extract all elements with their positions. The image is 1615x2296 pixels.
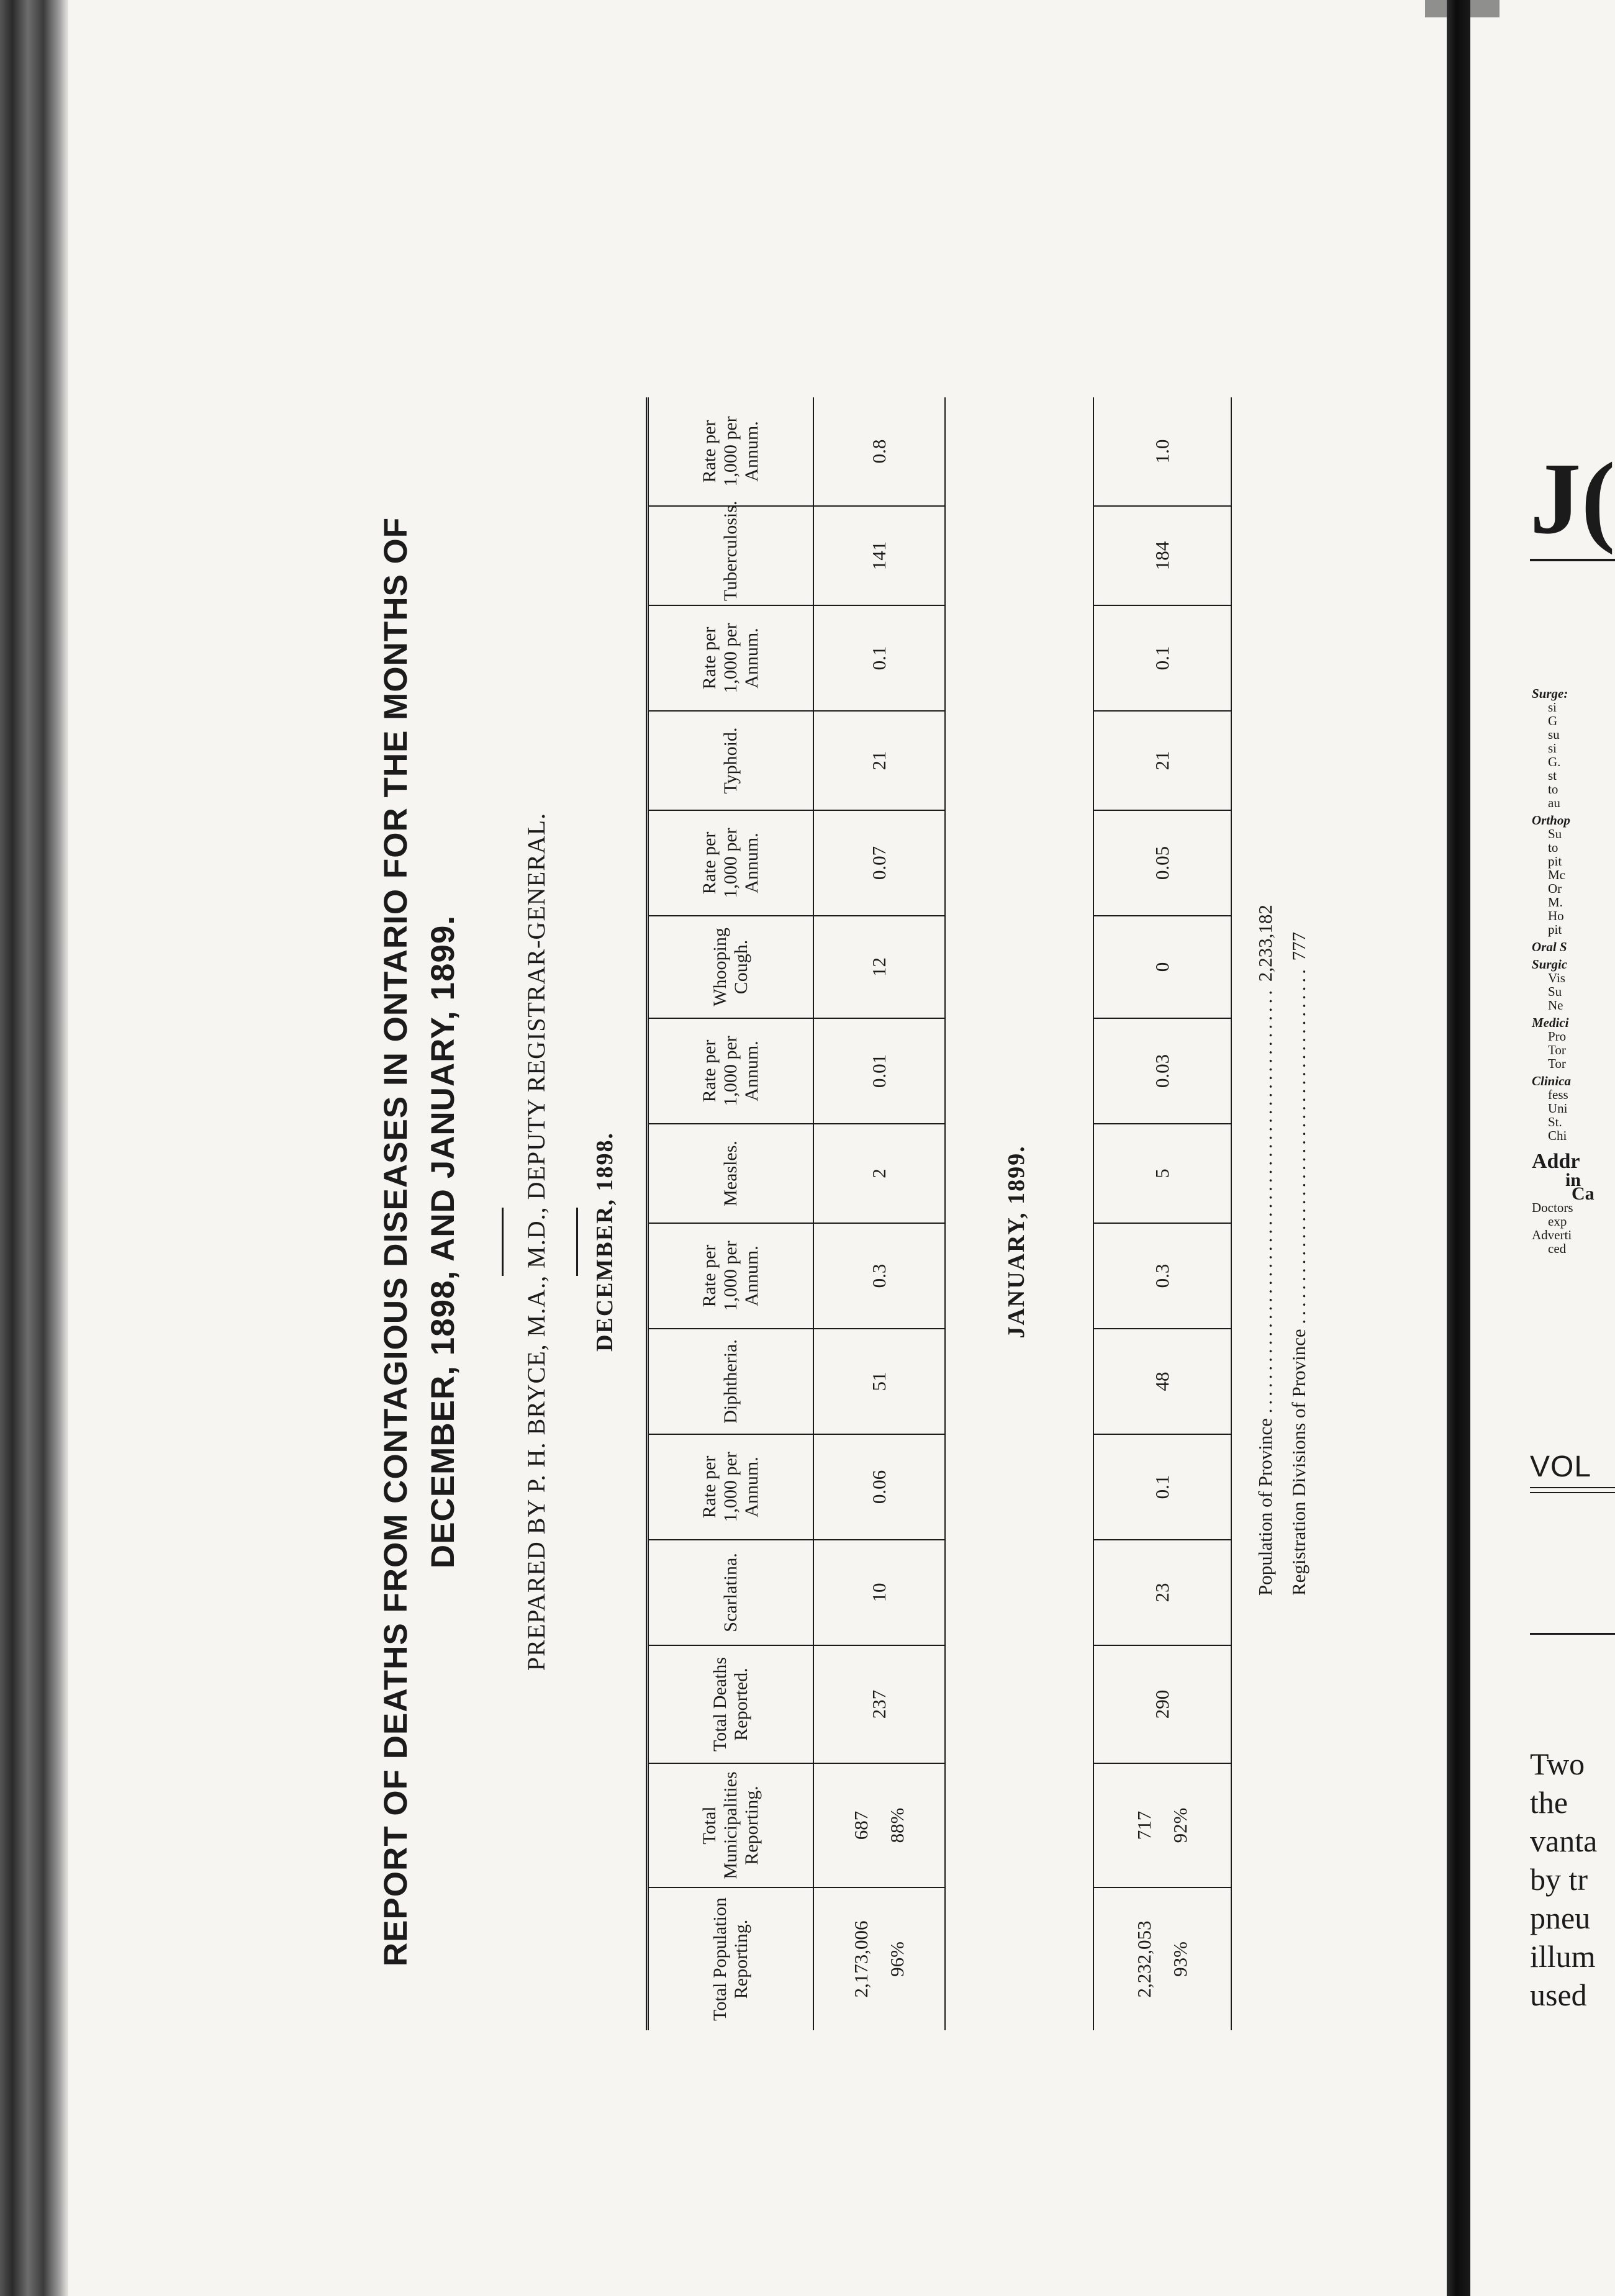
contents-line: M. [1548,895,1563,910]
deaths-cell: 290 [1093,1645,1231,1763]
contents-line: ced [1548,1241,1567,1256]
prepared-by: PREPARED BY P. H. BRYCE, M.A., M.D., DEPUTY REGISTRAR-GENERAL. [522,812,550,1671]
title-divider [502,1208,504,1276]
measles-cell: 5 [1093,1124,1231,1223]
column-header: Total Population Reporting. [648,1887,814,2030]
scarlatina-cell: 23 [1093,1540,1231,1645]
contents-line: Chi [1548,1128,1567,1143]
contents-line: st [1548,768,1557,783]
contents-line: Adverti [1532,1227,1572,1242]
tuberculosis-cell: 141 [813,506,945,605]
contents-line: Tor [1548,1042,1566,1057]
deaths-cell: 237 [813,1645,945,1763]
municipalities-cell: 687 88% [813,1763,945,1887]
contents-line: to [1548,840,1558,855]
contents-line: Pro [1548,1029,1567,1044]
masthead-rule [1530,559,1615,561]
column-header: Measles. [648,1124,814,1223]
journal-title-fragment: J( [1530,441,1615,555]
column-header: Total Municipalities Reporting. [648,1763,814,1887]
measles-rate-cell: 0.03 [1093,1018,1231,1124]
table-row [813,397,945,2030]
contents-line: G [1548,713,1558,728]
tuberculosis-rate-cell: 1.0 [1151,439,1173,464]
population-of-province: Population of Province .................................................. 2,233,182 [1254,905,1276,1596]
volume-rule [1530,1487,1615,1493]
contents-line: Vis [1548,970,1565,985]
body-line: pneu [1530,1901,1591,1935]
column-header: Diphtheria. [648,1329,814,1434]
contents-fragment [1532,683,1615,1255]
diphtheria-cell: 51 [813,1329,945,1434]
contents-line: si [1548,741,1557,756]
column-header: Total Deaths Reported. [648,1645,814,1763]
contents-line: exp [1548,1214,1567,1229]
contents-line: pit [1548,922,1562,937]
diphtheria-rate-cell: 0.3 [813,1223,945,1329]
column-header: Rate per 1,000 per Annum. [648,397,814,506]
facing-page [1470,0,1615,2296]
december-heading: DECEMBER, 1898. [592,1131,618,1352]
scarlatina-cell: 10 [813,1540,945,1645]
body-line: illum [1530,1939,1596,1974]
column-header: Typhoid. [648,711,814,810]
contents-line: au [1548,795,1560,810]
january-table [1093,397,1232,2030]
contents-line: to [1548,782,1558,797]
contents-line: Su [1548,826,1562,841]
column-header: Whooping Cough. [648,916,814,1018]
scarlatina-rate-cell: 0.06 [813,1434,945,1540]
column-header: Tuberculosis. [648,506,814,605]
typhoid-cell: 21 [1093,711,1231,810]
municipalities-cell: 717 92% [1093,1763,1231,1887]
diphtheria-cell: 48 [1093,1329,1231,1434]
population-cell: 2,173,006 96% [813,1887,945,2030]
contents-line: Medici [1532,1015,1569,1030]
whooping-cough-cell: 0 [1093,916,1231,1018]
tuberculosis-cell: 184 [1093,506,1231,605]
contents-line: Oral S [1532,939,1567,954]
report-title [373,310,467,2173]
rotated-report-page [373,310,1428,2173]
report-title-line-2: DECEMBER, 1898, AND JANUARY, 1899. [425,915,461,1569]
column-header: Scarlatina. [648,1540,814,1645]
typhoid-cell: 21 [813,711,945,810]
contents-line: G. [1548,754,1561,769]
contents-line: St. [1548,1114,1562,1129]
whooping-cough-rate-cell: 0.07 [813,810,945,916]
volume-label: VOL [1530,1450,1592,1483]
contents-line: su [1548,727,1560,742]
contents-line: Mc [1548,867,1565,882]
body-line: vanta [1530,1824,1598,1858]
column-header: Rate per 1,000 per Annum. [648,810,814,916]
typhoid-rate-cell: 0.1 [1093,605,1231,711]
whooping-cough-rate-cell: 0.05 [1093,810,1231,916]
column-header: Rate per 1,000 per Annum. [648,1018,814,1124]
contents-line: fess [1548,1087,1568,1102]
book-gutter [0,0,68,2296]
whooping-cough-cell: 12 [813,916,945,1018]
table-header-row [648,397,814,2030]
contents-line: Doctors [1532,1200,1573,1215]
contents-line: Surgic [1532,957,1568,972]
body-line: by tr [1530,1862,1588,1897]
diphtheria-rate-cell: 0.3 [1093,1223,1231,1329]
column-header: Rate per 1,000 per Annum. [648,605,814,711]
body-line: Two [1530,1747,1585,1781]
contents-line: Ca [1572,1183,1595,1204]
contents-line: in [1565,1170,1581,1190]
section-rule [1530,1633,1615,1635]
tuberculosis-rate-cell: 0.8 [868,439,890,464]
january-heading: JANUARY, 1899. [1003,1145,1029,1339]
registration-divisions: Registration Divisions of Province .......................................... 777 [1288,931,1310,1596]
population-cell: 2,232,053 93% [1093,1887,1231,2030]
contents-line: Ho [1548,908,1564,923]
author-divider [576,1208,578,1276]
body-line: the [1530,1785,1568,1820]
book-spine [1447,0,1470,2296]
contents-line: si [1548,700,1557,715]
measles-rate-cell: 0.01 [813,1018,945,1124]
contents-line: Su [1548,984,1562,999]
table-row [1093,397,1231,2030]
typhoid-rate-cell: 0.1 [813,605,945,711]
contents-line: Surge: [1532,686,1568,701]
measles-cell: 2 [813,1124,945,1223]
report-title-line-1: REPORT OF DEATHS FROM CONTAGIOUS DISEASES IN ONTARIO FOR THE MONTHS OF [378,517,414,1967]
contents-line: Tor [1548,1056,1566,1071]
column-header: Rate per 1,000 per Annum. [648,1223,814,1329]
column-header: Rate per 1,000 per Annum. [648,1434,814,1540]
contents-line: Clinica [1532,1073,1572,1088]
scarlatina-rate-cell: 0.1 [1093,1434,1231,1540]
contents-line: pit [1548,854,1562,869]
contents-line: Ne [1548,998,1563,1013]
contents-line: Uni [1548,1101,1568,1116]
contents-line: Addr [1532,1150,1580,1173]
december-table [646,397,946,2030]
contents-line: Or [1548,881,1562,896]
body-text-fragment [1530,1745,1615,2014]
body-line: used [1530,1977,1587,2012]
contents-line: Orthop [1532,813,1570,828]
